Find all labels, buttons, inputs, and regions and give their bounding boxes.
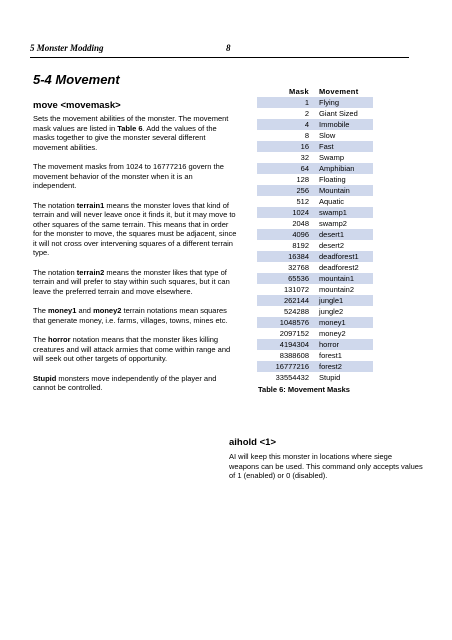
table-row: [257, 207, 373, 218]
table-row: [257, 350, 373, 361]
table-row: [257, 273, 373, 284]
aihold-command-title: aihold <1>: [229, 437, 276, 448]
move-command-title: move <movemask>: [33, 100, 121, 111]
mask-value: 64: [257, 163, 315, 174]
mask-value: 1024: [257, 207, 315, 218]
mask-value: 16384: [257, 251, 315, 262]
table-row: [257, 229, 373, 240]
movement-type: desert1: [315, 229, 373, 240]
mask-value: 2: [257, 108, 315, 119]
movement-type: Slow: [315, 130, 373, 141]
mask-value: 2097152: [257, 328, 315, 339]
mask-value: 4194304: [257, 339, 315, 350]
movement-type: Swamp: [315, 152, 373, 163]
table-row: [257, 163, 373, 174]
mask-value: 16: [257, 141, 315, 152]
movement-type: Amphibian: [315, 163, 373, 174]
movement-type: horror: [315, 339, 373, 350]
movement-type: forest2: [315, 361, 373, 372]
movement-type: deadforest1: [315, 251, 373, 262]
movement-mask-table: [257, 86, 373, 383]
movement-type: money1: [315, 317, 373, 328]
mask-value: 128: [257, 174, 315, 185]
mask-value: 32768: [257, 262, 315, 273]
movement-type: Fast: [315, 141, 373, 152]
mask-value: 512: [257, 196, 315, 207]
movement-type: Flying: [315, 97, 373, 108]
movement-type: jungle2: [315, 306, 373, 317]
mask-value: 8192: [257, 240, 315, 251]
table-row: [257, 262, 373, 273]
table-row: [257, 361, 373, 372]
movement-column-header: Movement: [319, 87, 359, 96]
mask-value: 4096: [257, 229, 315, 240]
move-paragraph-2: The movement masks from 1024 to 16777216 govern the movement behavior of the monster when it is an independent.: [33, 162, 224, 190]
table-row: [257, 152, 373, 163]
mask-value: 16777216: [257, 361, 315, 372]
table-row: [257, 372, 373, 383]
table-row: [257, 141, 373, 152]
table-row: [257, 97, 373, 108]
move-paragraph-5: The money1 and money2 terrain notations mean squares that generate money, i.e. farms, villages, towns, mines etc.: [33, 306, 228, 325]
movement-type: Giant Sized: [315, 108, 373, 119]
table-row: [257, 196, 373, 207]
move-paragraph-3: The notation terrain1 means the monster loves that kind of terrain and will never leave once it finds it, but it may move to other squares of the same terrain. This means that in order for the monster to move, the squares must be adjacent, since it will not cross over intervening squares of a different terrain type.: [33, 200, 237, 257]
table-row: [257, 328, 373, 339]
aihold-description: AI will keep this monster in locations where siege weapons can be used. This command only accepts values of 1 (enabled) or 0 (disabled).: [229, 452, 423, 480]
mask-value: 32: [257, 152, 315, 163]
movement-type: forest1: [315, 350, 373, 361]
movement-type: desert2: [315, 240, 373, 251]
chapter-title: 5 Monster Modding: [30, 43, 104, 53]
movement-type: mountain1: [315, 273, 373, 284]
movement-type: Floating: [315, 174, 373, 185]
movement-type: swamp2: [315, 218, 373, 229]
mask-value: 8388608: [257, 350, 315, 361]
table-row: [257, 339, 373, 350]
table-row: [257, 174, 373, 185]
table-row: [257, 295, 373, 306]
movement-type: jungle1: [315, 295, 373, 306]
mask-value: 262144: [257, 295, 315, 306]
move-paragraph-6: The horror notation means that the monster likes killing creatures and will attack armies that come within range and will seek out other targets of opportunity.: [33, 335, 231, 363]
table-row: [257, 218, 373, 229]
table-row: [257, 251, 373, 262]
movement-type: money2: [315, 328, 373, 339]
table-row: [257, 306, 373, 317]
mask-value: 4: [257, 119, 315, 130]
movement-type: Aquatic: [315, 196, 373, 207]
table-header-row: [257, 86, 373, 97]
movement-type: swamp1: [315, 207, 373, 218]
move-paragraph-7: Stupid monsters move independently of the player and cannot be controlled.: [33, 373, 217, 392]
mask-value: 2048: [257, 218, 315, 229]
movement-type: Mountain: [315, 185, 373, 196]
table-caption: Table 6: Movement Masks: [258, 385, 350, 394]
page-number: 8: [226, 43, 231, 53]
table-row: [257, 130, 373, 141]
mask-column-header: Mask: [289, 87, 309, 96]
mask-value: 1048576: [257, 317, 315, 328]
movement-type: Stupid: [315, 372, 373, 383]
movement-type: mountain2: [315, 284, 373, 295]
table-row: [257, 119, 373, 130]
table-row: [257, 317, 373, 328]
mask-value: 33554432: [257, 372, 315, 383]
move-description: [33, 114, 238, 403]
mask-value: 65536: [257, 273, 315, 284]
table-body: [257, 97, 373, 383]
table-row: [257, 240, 373, 251]
movement-type: Immobile: [315, 119, 373, 130]
movement-type: deadforest2: [315, 262, 373, 273]
mask-value: 1: [257, 97, 315, 108]
mask-value: 131072: [257, 284, 315, 295]
move-paragraph-4: The notation terrain2 means the monster likes that type of terrain and will prefer to stay within such squares, but it can leave the preferred terrain and move elsewhere.: [33, 267, 230, 296]
mask-value: 8: [257, 130, 315, 141]
table-row: [257, 284, 373, 295]
table-row: [257, 108, 373, 119]
move-paragraph-1: Sets the movement abilities of the monster. The movement mask values are listed in Table 6. Add the values of the masks together to give the monster several different movement abilities.: [33, 114, 229, 152]
mask-value: 256: [257, 185, 315, 196]
section-title: 5-4 Movement: [33, 72, 120, 87]
table-row: [257, 185, 373, 196]
mask-value: 524288: [257, 306, 315, 317]
table-reference: Table 6: [117, 123, 143, 133]
running-header: [30, 43, 409, 58]
